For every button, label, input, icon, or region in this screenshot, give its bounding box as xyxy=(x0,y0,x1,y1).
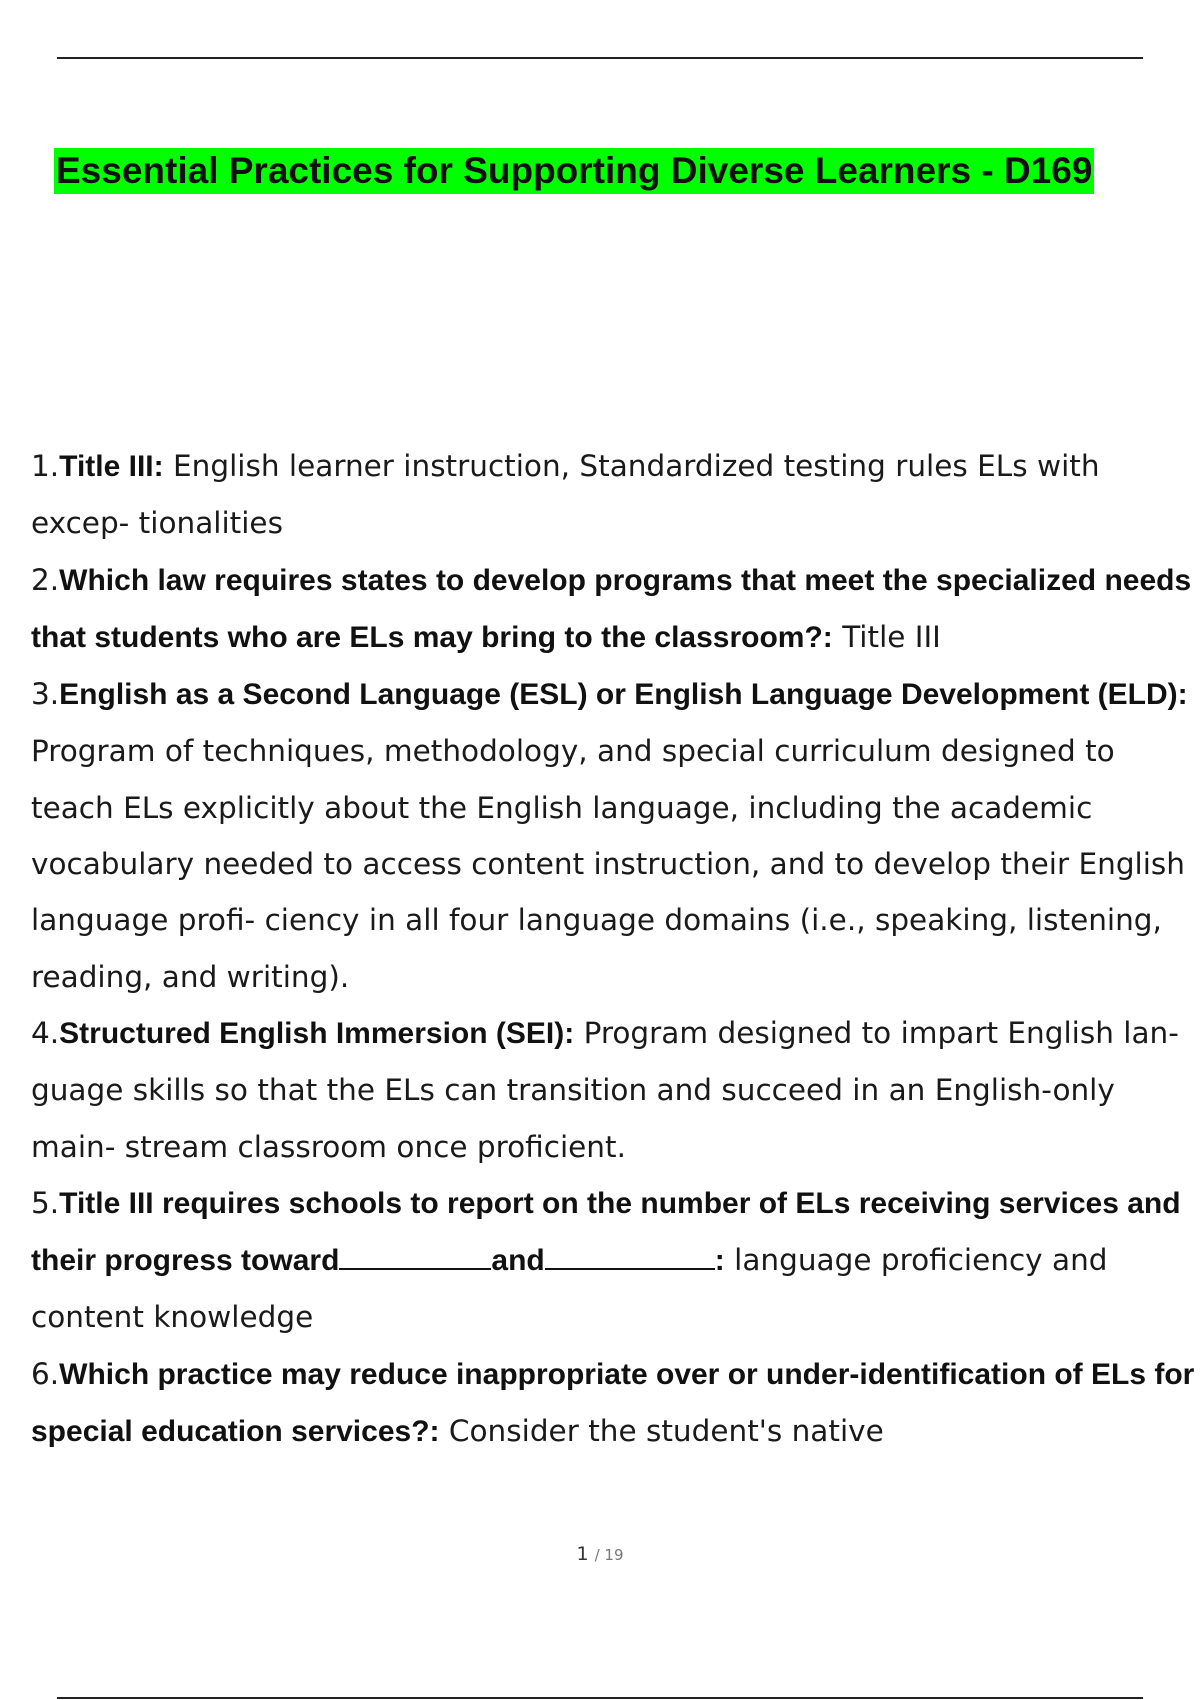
item-number: 4. xyxy=(31,1015,60,1050)
item-definition: Program designed to impart English lan- guage skills so that the ELs can transition and succeed in an English-only main- stream classroom once proficient. xyxy=(31,1015,1179,1164)
item-definition: Consider the student's native xyxy=(448,1414,884,1449)
fill-in-blank xyxy=(339,1239,491,1271)
list-item xyxy=(31,552,1200,667)
document-title: Essential Practices for Supporting Diverse Learners - D169 xyxy=(54,148,1094,194)
item-term: Title III: xyxy=(59,450,164,483)
list-item xyxy=(31,1175,1200,1346)
bottom-rule xyxy=(57,1697,1143,1699)
list-item xyxy=(31,438,1200,552)
item-number: 3. xyxy=(31,677,60,712)
item-term: Which practice may reduce inappropriate over or under-identification of ELs for special education services?: xyxy=(31,1357,1195,1449)
item-term: Which law requires states to develop programs that meet the specialized needs that students who are ELs may bring to the classroom?: xyxy=(31,563,1192,654)
page-total: / 19 xyxy=(594,1546,624,1564)
list-item xyxy=(31,1346,1200,1461)
list-item xyxy=(31,1005,1200,1175)
item-definition: Title III xyxy=(842,619,941,654)
item-term: English as a Second Language (ESL) or English Language Development (ELD): xyxy=(59,678,1188,712)
list-item xyxy=(31,666,1200,1005)
item-term-part3: : xyxy=(714,1244,725,1278)
item-number: 6. xyxy=(31,1356,60,1391)
top-rule xyxy=(57,57,1143,59)
item-term-part1: Title III requires schools to report on the number of ELs receiving services and their progress toward xyxy=(31,1186,1181,1278)
question-list xyxy=(31,438,1200,1460)
item-number: 5. xyxy=(31,1185,60,1220)
page-number xyxy=(0,1543,1200,1565)
item-term-part2: and xyxy=(491,1244,545,1278)
title-container xyxy=(54,148,1184,194)
fill-in-blank xyxy=(545,1239,715,1271)
item-term: Structured English Immersion (SEI): xyxy=(59,1016,575,1050)
item-definition: English learner instruction, Standardized testing rules ELs with excep- tionalities xyxy=(31,449,1100,541)
item-definition: language proficiency and content knowledge xyxy=(31,1243,1108,1335)
item-number: 1. xyxy=(31,449,60,483)
page-current: 1 xyxy=(576,1543,589,1565)
item-number: 2. xyxy=(31,562,60,597)
item-definition: Program of techniques, methodology, and special curriculum designed to teach ELs explicitly about the English language, including the academic vocabulary needed to access content instruction, and to develop their English language profi- ciency in all four language domains (i.e., speaking, listening, reading, and writing). xyxy=(31,734,1186,994)
